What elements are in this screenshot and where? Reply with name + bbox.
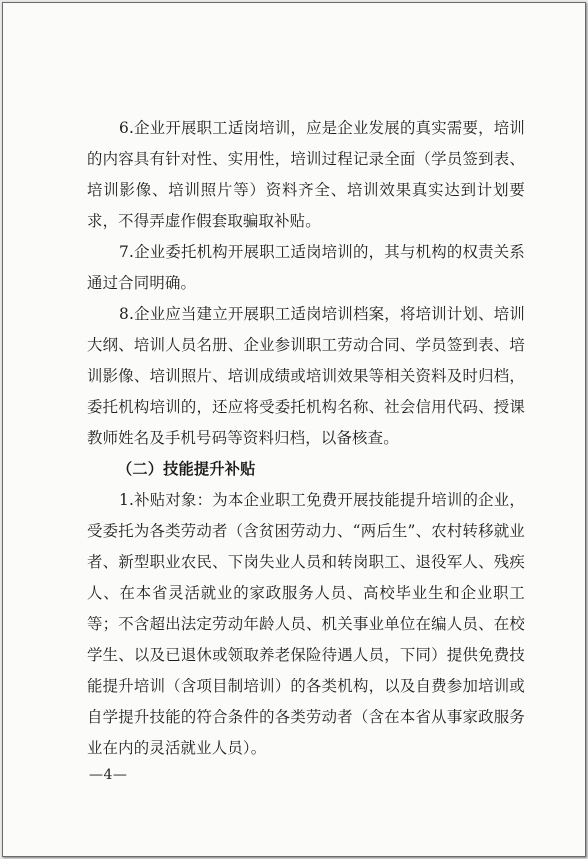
page-number: —4— [89, 767, 128, 783]
paragraph-item-8: 8.企业应当建立开展职工适岗培训档案，将培训计划、培训大纲、培训人员名册、企业参训职工劳动合同、学员签到表、培训影像、培训照片、培训成绩或培训效果等相关资料及时归档，委托机构培训的，还应将受委托机构名称、社会信用代码、授课教师姓名及手机号码等资料归档，以备核查。 [87, 305, 525, 447]
paragraph-item-6: 6.企业开展职工适岗培训，应是企业发展的真实需要，培训的内容具有针对性、实用性，培训过程记录全面（学员签到表、培训影像、培训照片等）资料齐全、培训效果真实达到计划要求，不得弄虚作假套取骗取补贴。 [87, 119, 525, 230]
paragraph-item-7: 7.企业委托机构开展职工适岗培训的，其与机构的权责关系通过合同明确。 [87, 243, 525, 292]
document-body [87, 113, 525, 764]
document-page [2, 2, 586, 857]
section-heading-skill-subsidy: （二）技能提升补贴 [117, 460, 256, 478]
paragraph-subsidy-target: 1.补贴对象：为本企业职工免费开展技能提升培训的企业，受委托为各类劳动者（含贫困劳动力、“两后生”、农村转移就业者、新型职业农民、下岗失业人员和转岗职工、退役军人、残疾人、在本省灵活就业的家政服务人员、高校毕业生和企业职工等；不含超出法定劳动年龄人员、机关事业单位在编人员、在校学生、以及已退休或领取养老保险待遇人员，下同）提供免费技能提升培训（含项目制培训）的各类机构，以及自费参加培训或自学提升技能的符合条件的各类劳动者（含在本省从事家政服务业在内的灵活就业人员）。 [87, 491, 525, 757]
